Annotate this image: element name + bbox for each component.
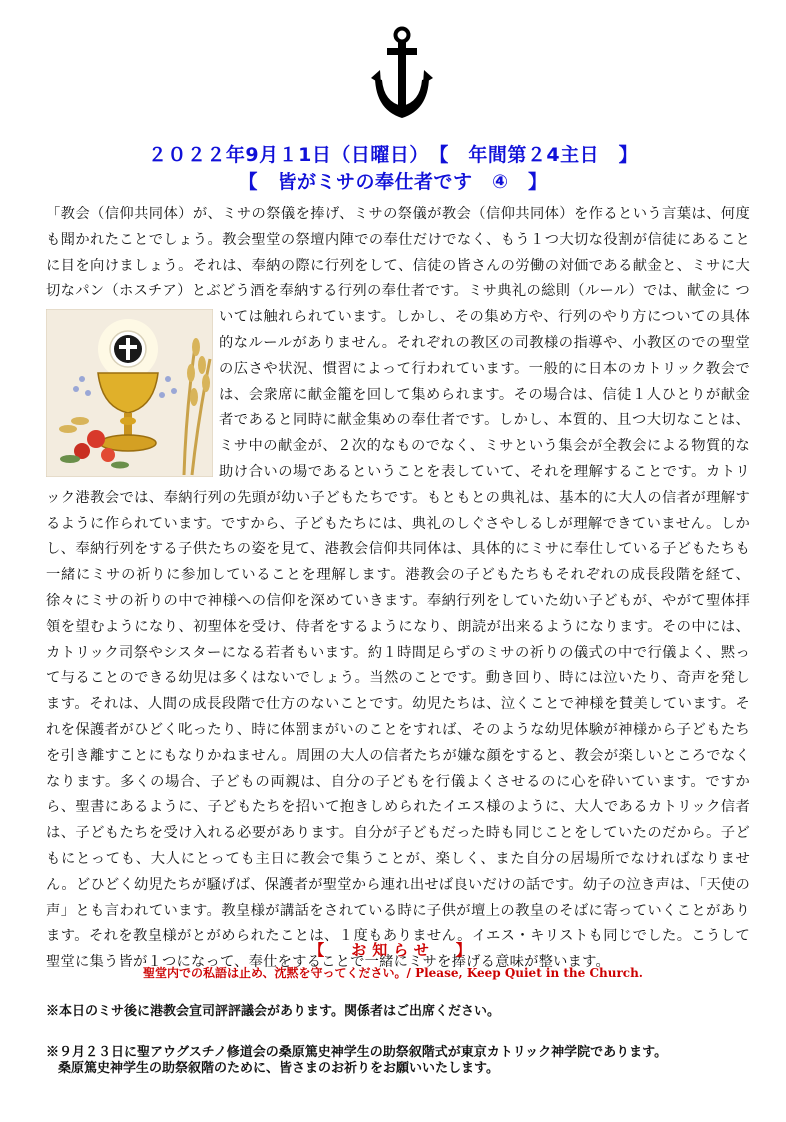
page-title-theme: 【 皆がミサの奉仕者です ④ 】: [238, 171, 548, 193]
chalice-illustration: [46, 309, 213, 477]
notice-item-ordination: ※９月２３日に聖アウグスチノ修道会の桑原篤史神学生の助祭叙階式が東京カトリック神学院であります。: [46, 1045, 668, 1060]
quiet-request: 聖堂内での私語は止め、沈黙を守ってください。/ Please, Keep Quiet in the Church.: [143, 966, 643, 980]
anchor-icon: [368, 26, 436, 122]
article-body: [46, 202, 750, 976]
article-text-main: ついては触れられています。しかし、その集め方や、行列のやり方についての具体的なルールがありません。それぞれの教区の司教様の指導や、小教区のでの聖堂の広さや状況、慣習によって行われています。一般的に日本のカトリック教会では、会衆席に献金籠を回して集められます。その場合は、信徒１人ひとりが献金者であると同時に献金集めの奉仕者です。しかし、本質的、且つ大切なことは、ミサ中の献金が、２次的なものでなく、ミサという集会が全教会による物質的な助け合いの場であるということを表していて、それを理解することです。カトリック港教会では、奉納行列の先頭が幼い子どもたちです。もともとの典礼は、基本的に大人の信者が理解するように作られています。ですから、子どもたちには、典礼のしぐさやしるしが理解できていません。しかし、奉納行列をする子供たちの姿を見て、港教会信仰共同体は、具体的にミサに奉仕している子どもたちも一緒にミサの祈りに参加していることを理解します。港教会の子どもたちもそれぞれの成長段階を経て、徐々にミサの祈りの中で神様への信仰を深めていきます。奉納行列をしていた幼い子どもが、やがて聖体拝領を望むようになり、初聖体を受け、侍者をするようになり、朗読が出来るようになります。その中には、カトリック司祭やシスターになる若者もいます。約１時間足らずのミサの祈りの儀式の中で行儀よく、黙って与ることのできる幼児は多くはないでしょう。当然のことです。動き回り、時には泣いたり、奇声を発します。それは、人間の成長段階で仕方のないことです。幼児たちは、泣くことで神様を賛美しています。それを保護者がひどく叱ったり、時に体罰まがいのことをすれば、そのような幼児体験が神様から子どもたちを引き離すことにもなりかねません。周囲の大人の信者たちが嫌な顔をすると、教会が楽しいところでなくなります。多くの場合、子どもの両親は、自分の子どもを行儀よくさせるのに心を砕いています。ですから、聖書にあるように、子どもたちを招いて抱きしめられたイエス様のように、大人であるカトリック信者は、子どもたちを受け入れる必要があります。自分が子どもだった時も同じことをしていたのだから。子どもにとっても、大人にとっても主日に教会で集うことが、楽しく、また自分の居場所でなければなりません。どひどく幼児たちが騒げば、保護者が聖堂から連れ出せば良いだけの話です。幼子の泣き声は、「天使の声」とも言われています。教皇様が講話をされている時に子供が壇上の教皇のそばに寄っていくことがあります。それを教皇様がとがめられたことは、１度もありません。イエス・キリストも同じでした。こうして聖堂に集う皆が１つになって、奉仕をすることで一緒にミサを捧げる意味が整います。: [46, 283, 750, 971]
notices-heading: 【 お知らせ 】: [309, 941, 477, 959]
page-title-date: ２０２２年9月１1日（日曜日） 【 年間第２4主日 】: [147, 144, 639, 166]
notice-item-council: ※本日のミサ後に港教会宣司評評議会があります。関係者はご出席ください。: [46, 1004, 500, 1019]
notice-item-ordination-prayer: 桑原篤史神学生の助祭叙階のために、皆さまのお祈りをお願いいたします。: [58, 1061, 499, 1076]
article-text-intro: 「教会（信仰共同体）が、ミサの祭儀を捧げ、ミサの祭儀が教会（信仰共同体）を作るという言葉は、何度も聞かれたことでしょう。教会聖堂の祭壇内陣での奉仕だけでなく、もう１つ大切な役割が信徒にあることに目を向けましょう。それは、奉納の際に行列をして、信徒の皆さんの労働の対価である献金と、ミサに大切なパン（ホスチア）とぶどう酒を奉納する行列の奉仕者です。ミサ典礼の総則（ルール）では、献金に: [46, 206, 750, 300]
